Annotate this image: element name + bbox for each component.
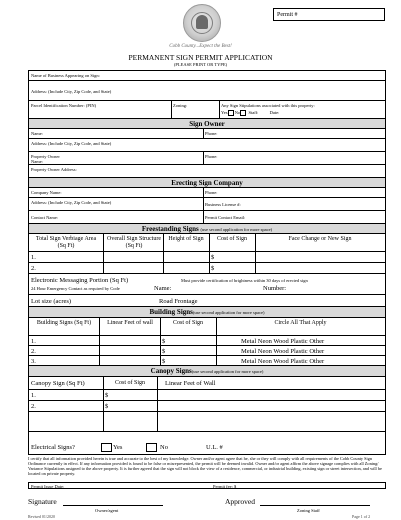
- building-row-2[interactable]: 2. $ Metal Neon Wood Plastic Other: [29, 346, 385, 356]
- cobb-county-seal: [183, 4, 221, 42]
- material-options[interactable]: Metal Neon Wood Plastic Other: [241, 358, 325, 365]
- building-columns: [29, 318, 385, 336]
- canopy-cost-header: Cost of Sign: [114, 380, 145, 386]
- material-options[interactable]: Metal Neon Wood Plastic Other: [241, 338, 325, 345]
- cost-header: Cost of Sign: [216, 236, 247, 242]
- emergency-number-label: Number:: [263, 285, 287, 292]
- sign-owner-header: Sign Owner: [29, 119, 385, 129]
- owner-address-row[interactable]: [29, 139, 385, 152]
- owner-address-label: Address: (Include City, Zip Code, and State): [31, 141, 112, 146]
- electrical-yes-checkbox[interactable]: [101, 443, 112, 452]
- owner-name-row[interactable]: [29, 129, 385, 139]
- business-name-row[interactable]: [29, 71, 385, 81]
- approved-label: Approved: [225, 497, 255, 506]
- zoning-staff-caption: Zoning Staff: [297, 508, 320, 513]
- material-options[interactable]: Metal Neon Wood Plastic Other: [241, 348, 325, 355]
- stipulations-options: [221, 110, 279, 116]
- freestanding-header: Freestanding Signs (use second application for more space): [29, 224, 385, 234]
- permit-contact-email-label: Permit Contact Email:: [205, 215, 246, 220]
- form-title: PERMANENT SIGN PERMIT APPLICATION: [128, 53, 273, 62]
- staff-label: Staff:: [248, 110, 259, 116]
- linear-feet-header: Linear Feet of wall: [107, 320, 153, 326]
- property-owner-address-label: Property Owner Address:: [31, 167, 77, 172]
- circle-all-header: Circle All That Apply: [274, 320, 327, 326]
- application-form: [28, 70, 386, 455]
- building-row-1[interactable]: 1. $ Metal Neon Wood Plastic Other: [29, 336, 385, 346]
- lot-size-row[interactable]: [29, 295, 385, 307]
- canopy-row-1[interactable]: 1. $: [29, 390, 385, 401]
- property-owner-phone-label: Phone:: [205, 154, 218, 159]
- date-label: Date:: [269, 110, 280, 116]
- contact-name-label: Contact Name:: [31, 215, 59, 220]
- bell-icon: [196, 15, 208, 29]
- company-phone-label: Phone:: [205, 190, 218, 195]
- business-name-label: Name of Business Appearing on Sign:: [31, 73, 100, 78]
- electronic-messaging-label: Electronic Messaging Portion (Sq Ft): [31, 277, 129, 284]
- building-area-header: Building Signs (Sq Ft): [36, 320, 92, 326]
- building-cost-header: Cost of Sign: [172, 320, 203, 326]
- stipulations-yes-checkbox[interactable]: [228, 110, 234, 116]
- business-address-row[interactable]: [29, 81, 385, 101]
- verbiage-area-header: Total Sign Verbiage Area (Sq Ft): [35, 236, 97, 249]
- stipulations-label: Any Sign Stipulations associated with this property:: [221, 103, 315, 108]
- freestanding-row-1[interactable]: 1. $: [29, 252, 385, 263]
- face-change-header: Face Change or New Sign: [288, 236, 352, 242]
- owner-name-label: Name:: [31, 131, 43, 136]
- owner-phone-label: Phone:: [205, 131, 218, 136]
- ul-number-label: U.L. #: [206, 444, 223, 451]
- electrical-signs-label: Electrical Signs?: [31, 444, 75, 451]
- road-frontage-label: Road Frontage: [159, 298, 198, 305]
- revision-note: Revised 01/2020: [28, 514, 55, 519]
- permit-fee-label: Permit fee: $: [213, 484, 237, 489]
- permit-number-field[interactable]: [273, 8, 385, 21]
- property-owner-address-row[interactable]: [29, 165, 385, 178]
- electrical-row: [29, 431, 385, 454]
- electrical-no-label: No: [160, 444, 168, 451]
- signature-label: Signature: [28, 497, 57, 506]
- brightness-note: Must provide certification of brightness within 30 days of erected sign: [181, 278, 308, 283]
- approved-line[interactable]: [260, 505, 370, 506]
- certification-statement: I certify that all information provided herein is true and accurate to the best of my knowledge. Owner and/or agent agree that he, she or they will comply with all requirements of the Cobb County Sign Ordinance currently in effect. If any information provided is found to be false or misrepresented, the permit will be deemed invalid. Owner and/or agent affirm the above signage complies with all Zoning/ Variance Stipulations assigned to the above property. It is further agreed that the sign will not block the view of a residence, commercial, or industrial building, existing sign or street intersection, and will be located on private property.: [28, 456, 382, 476]
- company-address-row[interactable]: [29, 198, 385, 211]
- permit-issue-box: [28, 482, 386, 489]
- owner-agent-caption: Owner/agent: [95, 508, 119, 513]
- property-owner-name-row[interactable]: [29, 152, 385, 165]
- height-header: Height of Sign: [168, 236, 204, 242]
- electrical-no-checkbox[interactable]: [146, 443, 157, 452]
- county-tagline: Cobb County...Expect the Best!: [169, 44, 232, 49]
- form-subtitle: (PLEASE PRINT OR TYPE): [173, 62, 228, 67]
- pin-row: [29, 101, 385, 119]
- stipulations-no-checkbox[interactable]: [240, 110, 246, 116]
- canopy-spacer: [29, 412, 385, 431]
- pin-label: Parcel Identification Number: (PIN): [31, 103, 97, 108]
- property-owner-name-label: Property Owner Name:: [31, 154, 60, 164]
- building-signs-header: Building Signs(use second application for more space): [29, 307, 385, 318]
- building-row-3[interactable]: 3. $ Metal Neon Wood Plastic Other: [29, 356, 385, 366]
- permit-issue-date-label: Permit Issue Date:: [31, 484, 65, 489]
- company-address-label: Address: (Include City, Zip Code, and State): [31, 200, 112, 205]
- contact-name-row[interactable]: [29, 211, 385, 224]
- permit-number-label: Permit #: [277, 12, 298, 18]
- company-name-row[interactable]: [29, 188, 385, 198]
- electronic-messaging-row[interactable]: [29, 274, 385, 295]
- business-address-label: Address: (Include City, Zip Code, and State): [31, 89, 112, 94]
- stipulations-yes-label: Yes: [221, 110, 228, 116]
- canopy-signs-header: Canopy Signs(use second application for more space): [29, 366, 385, 377]
- erecting-company-header: Erecting Sign Company: [29, 178, 385, 188]
- canopy-area-header: Canopy Sign (Sq Ft): [31, 380, 85, 387]
- business-license-label: Business License #:: [205, 202, 241, 207]
- emergency-name-label: Name:: [154, 285, 172, 292]
- signature-line[interactable]: [63, 505, 163, 506]
- stipulations-no-label: No: [234, 110, 241, 116]
- zoning-label: Zoning:: [173, 103, 188, 108]
- freestanding-row-2[interactable]: 2. $: [29, 263, 385, 274]
- emergency-contact-label: 24 Hour Emergency Contact as required by Code: [31, 286, 120, 291]
- canopy-row-2[interactable]: 2. $: [29, 401, 385, 412]
- structure-area-header: Overall Sign Structure (Sq Ft): [107, 236, 161, 249]
- canopy-linear-feet-header: Linear Feet of Wall: [165, 380, 216, 387]
- page-number: Page 1 of 2: [352, 514, 371, 519]
- company-name-label: Company Name:: [31, 190, 62, 195]
- freestanding-columns: [29, 234, 385, 252]
- lot-size-label: Lot size (acres): [31, 298, 72, 305]
- canopy-columns: [29, 377, 385, 390]
- electrical-yes-label: Yes: [113, 444, 123, 451]
